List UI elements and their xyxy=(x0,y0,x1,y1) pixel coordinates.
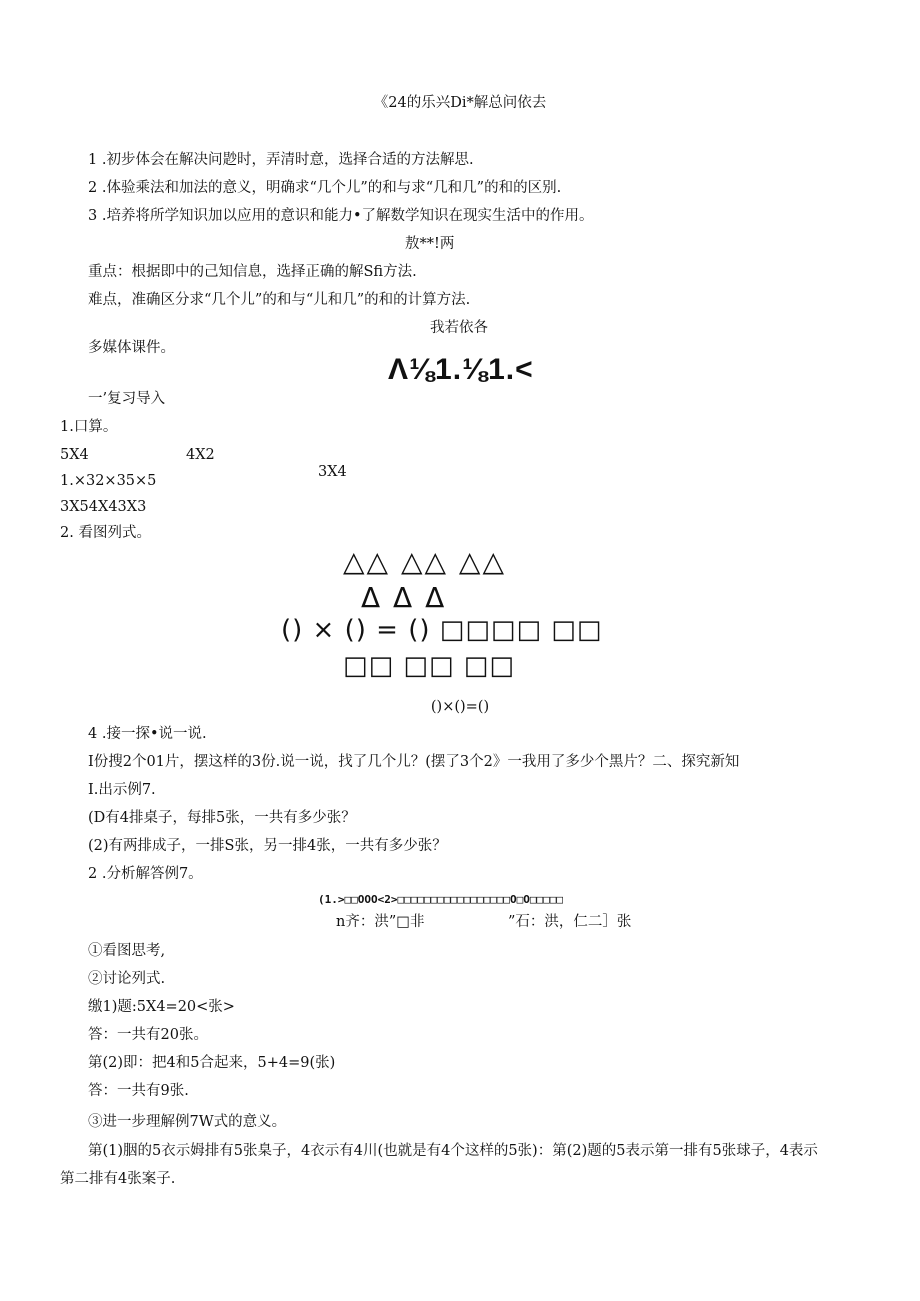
show-example: I.出示例7. xyxy=(88,782,156,798)
look-and-write-label: 2. 看图列式。 xyxy=(60,525,151,541)
question-1: (D有4排桌子，每排5张，一共有多少张？ xyxy=(88,810,356,826)
document-title: 《24的乐兴Di*解总问依去 xyxy=(373,95,547,111)
calc-item: 4X2 xyxy=(186,447,215,463)
prep-text: 多媒体课件。 xyxy=(88,340,175,356)
figure-line: (1.>□□OOO<2>□□□□□□□□□□□□□□□□□O□O□□□□□ xyxy=(318,893,564,906)
section-heading-big: Λ⅛1.⅛1.< xyxy=(388,353,534,386)
square-figure-row: □□ □□ □□ xyxy=(343,651,515,681)
paragraph-line-1: 第(1)胭的5衣示姆排有5张臬子，4衣示有4川(也就是有4个这样的5张)：第(2)题的5表示第一排有5张球子，4表示 xyxy=(88,1143,818,1159)
objective-1: 1 .初步体会在解决问尟时，弄清时意，选择合适的方法解思. xyxy=(88,152,474,168)
answer-2-formula: 第(2)即：把4和5合起来，5+4=9(张) xyxy=(88,1055,336,1071)
triangle-figure-bottom: Δ Δ Δ xyxy=(361,581,447,614)
review-heading: 一’复习导入 xyxy=(88,391,166,407)
step-1: ①看图思考, xyxy=(88,943,166,959)
step-3: ③进一步理解例7W式的意义。 xyxy=(88,1114,287,1130)
key-point: 重点：根据即中的己知信息，选择正确的解Sfi方法. xyxy=(88,264,417,280)
figure-caption-right: ”石：洪，仁二］张 xyxy=(508,914,632,930)
calc-item: 3X4 xyxy=(318,464,347,480)
paragraph-line-2: 第二排有4张案子. xyxy=(60,1171,176,1187)
objective-2: 2 .体验乘法和加法的意义，明确求“几个儿”的和与求“几和几”的和的区别. xyxy=(88,180,562,196)
question-2: (2)有两排成子，一排S张，另一排4张，一共有多少张？ xyxy=(88,838,447,854)
item-4-text: I份搜2个01片，摆这样的3份.说一说，找了几个儿？(摆了3个2》一我用了多少个黑片？二、探究新知 xyxy=(88,754,740,770)
item-4: 4 .接一探•说一说. xyxy=(88,726,207,742)
calc-item: 5X4 xyxy=(60,447,89,463)
difficulty-point: 难点，准确区分求“几个儿”的和与“儿和几”的和的计算方法. xyxy=(88,292,471,308)
answer-1-formula: 缴1)题:5X4=20<张> xyxy=(88,999,235,1015)
formula-with-squares: () × () = () □□□□ □□ xyxy=(281,615,603,645)
oral-calc-label: 1.口算。 xyxy=(60,419,118,435)
formula-blank: ()×()=() xyxy=(430,699,490,715)
analyze-heading: 2 .分析解答例7。 xyxy=(88,866,203,882)
answer-1: 答：一共有20张。 xyxy=(88,1027,208,1043)
figure-caption-left: n齐：洪”□非 xyxy=(336,914,425,930)
triangle-figure-top: △△ △△ △△ xyxy=(343,545,506,578)
calc-item: 3X54X43X3 xyxy=(60,499,147,515)
objective-3: 3 .培养将所学知识加以应用的意识和能力•了解数学知识在现实生活中的作用。 xyxy=(88,208,594,224)
answer-2: 答：一共有9张. xyxy=(88,1083,189,1099)
step-2: ②讨论列式. xyxy=(88,971,166,987)
section-heading-prep: 我若依各 xyxy=(430,320,488,336)
calc-item: 1.×32×35×5 xyxy=(60,473,157,489)
section-heading-key: 敖**!两 xyxy=(405,236,455,252)
